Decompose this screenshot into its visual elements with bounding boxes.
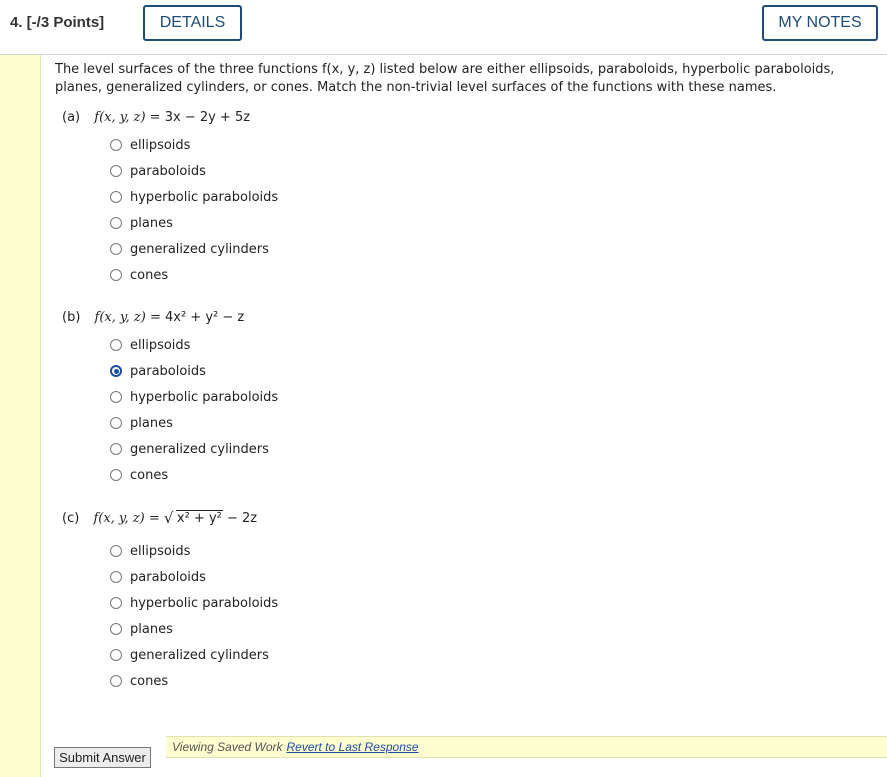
revert-link[interactable]: Revert to Last Response <box>286 740 419 754</box>
question-content <box>55 61 875 97</box>
radio-button[interactable] <box>110 365 122 377</box>
option-label: ellipsoids <box>130 137 191 153</box>
part-c-label <box>62 510 257 526</box>
option-a-generalized-cylinders[interactable] <box>110 239 269 259</box>
radio-button[interactable] <box>110 243 122 255</box>
option-b-generalized-cylinders[interactable] <box>110 439 269 459</box>
part-c-letter: (c) <box>62 511 80 526</box>
option-label: planes <box>130 621 173 637</box>
saved-work-bar <box>166 736 887 758</box>
saved-work-text: Viewing Saved Work <box>172 740 283 754</box>
option-a-hyperbolic-paraboloids[interactable] <box>110 187 278 207</box>
option-label: cones <box>130 467 169 483</box>
radio-button[interactable] <box>110 571 122 583</box>
option-label: cones <box>130 673 169 689</box>
option-a-paraboloids[interactable] <box>110 161 206 181</box>
question-number: 4. [-/3 Points] <box>10 14 105 31</box>
option-label: generalized cylinders <box>130 241 269 257</box>
option-label: ellipsoids <box>130 543 191 559</box>
option-label: generalized cylinders <box>130 441 269 457</box>
option-label: hyperbolic paraboloids <box>130 595 279 611</box>
radio-button[interactable] <box>110 191 122 203</box>
radio-button[interactable] <box>110 417 122 429</box>
left-highlight-bar <box>0 55 41 777</box>
part-a-letter: (a) <box>62 110 81 125</box>
radio-button[interactable] <box>110 623 122 635</box>
part-a-label <box>62 110 250 125</box>
option-label: hyperbolic paraboloids <box>130 189 279 205</box>
submit-answer-button[interactable]: Submit Answer <box>54 747 151 768</box>
option-b-ellipsoids[interactable] <box>110 335 190 355</box>
radio-button[interactable] <box>110 391 122 403</box>
option-c-cones[interactable] <box>110 671 168 691</box>
radio-button[interactable] <box>110 469 122 481</box>
question-header <box>0 0 887 55</box>
option-label: paraboloids <box>130 363 206 379</box>
radio-button[interactable] <box>110 269 122 281</box>
option-label: hyperbolic paraboloids <box>130 389 279 405</box>
option-c-paraboloids[interactable] <box>110 567 206 587</box>
sqrt-symbol: √ x² + y² <box>163 509 222 527</box>
option-label: paraboloids <box>130 569 206 585</box>
question-prompt: The level surfaces of the three functions f(x, y, z) listed below are either ellipsoids, paraboloids, hyperbolic paraboloids, planes, generalized cylinders, or cones. Match the non-trivial level surfaces of the functions with these names. <box>55 62 835 95</box>
option-a-planes[interactable] <box>110 213 173 233</box>
option-c-hyperbolic-paraboloids[interactable] <box>110 593 278 613</box>
radio-button[interactable] <box>110 649 122 661</box>
option-label: ellipsoids <box>130 337 191 353</box>
radio-button[interactable] <box>110 339 122 351</box>
my-notes-button[interactable]: MY NOTES <box>762 5 878 41</box>
radio-button[interactable] <box>110 217 122 229</box>
radio-button[interactable] <box>110 443 122 455</box>
part-b-letter: (b) <box>62 310 81 325</box>
option-b-hyperbolic-paraboloids[interactable] <box>110 387 278 407</box>
option-a-ellipsoids[interactable] <box>110 135 190 155</box>
option-label: paraboloids <box>130 163 206 179</box>
option-c-planes[interactable] <box>110 619 173 639</box>
option-label: planes <box>130 415 173 431</box>
option-b-cones[interactable] <box>110 465 168 485</box>
option-label: planes <box>130 215 173 231</box>
part-b-label <box>62 310 244 325</box>
part-a-function: f(x, y, z) = 3x − 2y + 5z <box>94 110 251 125</box>
option-b-planes[interactable] <box>110 413 173 433</box>
option-a-cones[interactable] <box>110 265 168 285</box>
option-b-paraboloids[interactable] <box>110 361 206 381</box>
part-c-function: f(x, y, z) = √ x² + y² − 2z <box>93 509 258 527</box>
option-label: generalized cylinders <box>130 647 269 663</box>
option-c-ellipsoids[interactable] <box>110 541 190 561</box>
option-c-generalized-cylinders[interactable] <box>110 645 269 665</box>
part-b-function: f(x, y, z) = 4x² + y² − z <box>94 310 245 325</box>
radio-button[interactable] <box>110 675 122 687</box>
option-label: cones <box>130 267 169 283</box>
details-button[interactable]: DETAILS <box>143 5 242 41</box>
radio-button[interactable] <box>110 139 122 151</box>
radio-button[interactable] <box>110 545 122 557</box>
radio-button[interactable] <box>110 165 122 177</box>
radio-button[interactable] <box>110 597 122 609</box>
